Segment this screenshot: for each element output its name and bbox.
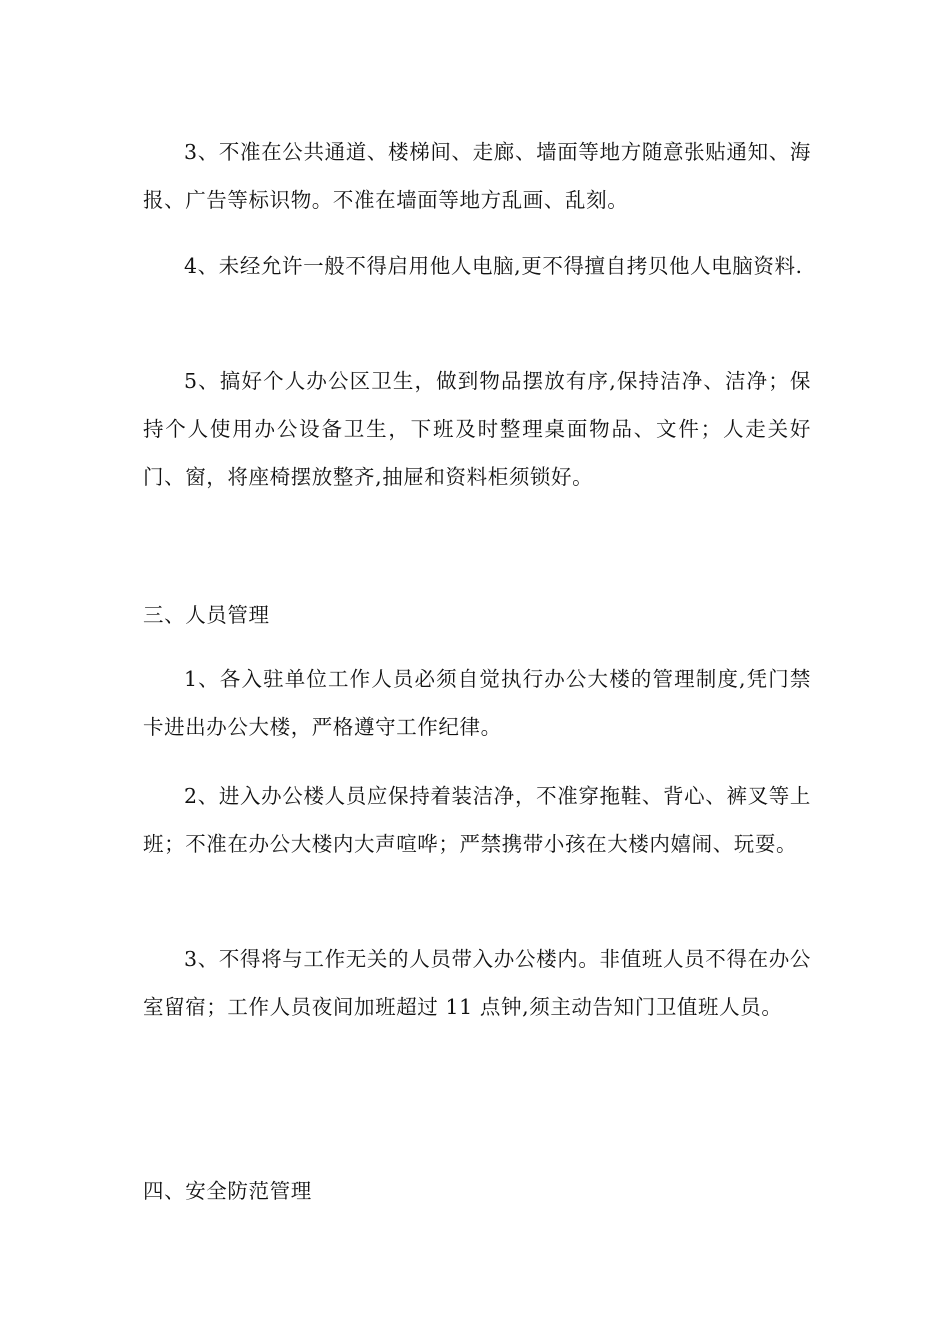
- section-heading-security: 四、安全防范管理: [143, 1179, 312, 1203]
- paragraph-office-hygiene: 5、搞好个人办公区卫生，做到物品摆放有序,保持洁净、洁净；保持个人使用办公设备卫生，下班及时整理桌面物品、文件；人走关好门、窗，将座椅摆放整齐,抽屉和资料柜须锁好。: [143, 369, 811, 489]
- paragraph-dress-code: 2、进入办公楼人员应保持着装洁净，不准穿拖鞋、背心、裤叉等上班；不准在办公大楼内大声喧哗；严禁携带小孩在大楼内嬉闹、玩耍。: [143, 784, 811, 856]
- paragraph-no-posting: 3、不准在公共通道、楼梯间、走廊、墙面等地方随意张贴通知、海报、广告等标识物。不准在墙面等地方乱画、乱刻。: [143, 140, 811, 212]
- paragraph-computer-use: 4、未经允许一般不得启用他人电脑,更不得擅自拷贝他人电脑资料.: [184, 254, 803, 278]
- paragraph-access-card: 1、各入驻单位工作人员必须自觉执行办公大楼的管理制度,凭门禁卡进出办公大楼，严格遵守工作纪律。: [143, 667, 811, 739]
- paragraph-visitors-overtime: 3、不得将与工作无关的人员带入办公楼内。非值班人员不得在办公室留宿；工作人员夜间加班超过 11 点钟,须主动告知门卫值班人员。: [143, 947, 811, 1019]
- section-heading-personnel: 三、人员管理: [143, 603, 270, 627]
